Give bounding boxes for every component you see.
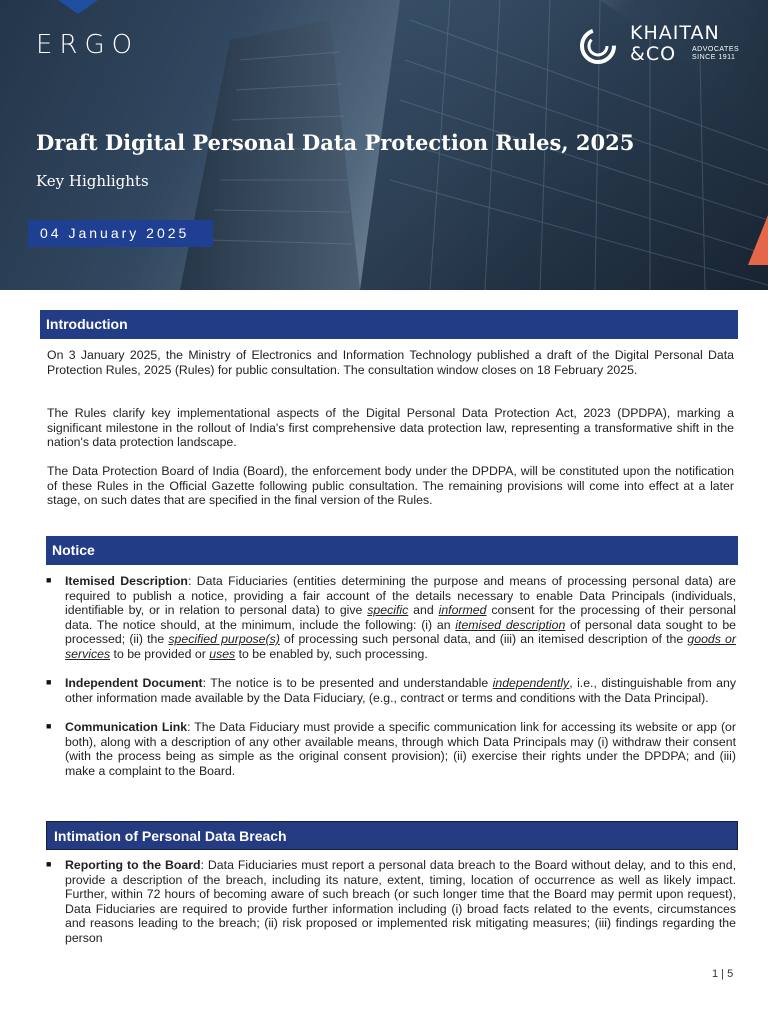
emphasis-text: specific [367, 603, 409, 617]
date-badge: 04 January 2025 [28, 220, 213, 247]
item-text: of personal data sought to be processed; (ii) the [65, 617, 736, 646]
firm-tagline-1: ADVOCATES [692, 46, 740, 53]
list-item [46, 574, 736, 661]
emphasis-text: specified purpose(s) [168, 632, 280, 646]
hero-banner [0, 0, 768, 290]
item-text: : Data Fiduciaries must report a personal data breach to the Board without delay, and to this end, provide a description of the breach, including its nature, extent, timing, location of occurrence as well as likely impact. Further, within 72 hours of becoming aware of such breach (or such longer time that the Board may permit upon request), Data Fiduciaries are required to provide further information including (i) broad facts related to the events, circumstances and reasons leading to the breach; (ii) risk proposed or implemented risk mitigating measures; (iii) findings regarding the person [65, 858, 736, 945]
page-number: 1 | 5 [712, 968, 734, 980]
item-term: Itemised Description [65, 574, 188, 588]
emphasis-text: independently [492, 676, 570, 690]
item-text: consent for the processing of their personal data. The notice should, at the minimum, include the following: (i) an [65, 603, 736, 632]
section-heading-breach: Intimation of Personal Data Breach [46, 821, 738, 850]
khaitan-ring-icon [578, 26, 618, 66]
page-title: Draft Digital Personal Data Protection Rules, 2025 [36, 130, 635, 155]
khaitan-logo [578, 24, 758, 70]
firm-name: KHAITAN [630, 22, 720, 44]
list-item [46, 676, 736, 705]
square-bullet-icon: ■ [46, 859, 52, 869]
emphasis-text: informed [438, 603, 487, 617]
intro-paragraph-2: The Rules clarify key implementational aspects of the Digital Personal Data Protection Act, 2023 (DPDPA), marking a significant milestone in the rollout of India's first comprehensive data protection law, representing a transformative shift in the nation's data protection landscape. [47, 406, 734, 449]
square-bullet-icon: ■ [46, 721, 52, 731]
list-item [46, 858, 736, 945]
list-item [46, 720, 736, 778]
emphasis-text: itemised description [455, 617, 566, 632]
item-text: : Data Fiduciaries (entities determining the purpose and means of processing personal data) are required to publish a notice, providing a fair account of the details necessary to enable Data Principals (individuals, identifiable by, or in relation to personal data) to give [65, 574, 737, 617]
emphasis-text: uses [209, 646, 236, 661]
square-bullet-icon: ■ [46, 677, 52, 687]
firm-amp: &CO [630, 43, 677, 65]
ergo-logo: ERGO [36, 30, 140, 60]
section-heading-introduction: Introduction [40, 310, 738, 339]
item-text: : The Data Fiduciary must provide a specific communication link for accessing its website or app (or both), along with a description of any other available means, through which Data Principals may (i) withdraw their consent (with the process being as simple as the original consent provision); (ii) exercise their rights under the DPDPA; and (iii) make a complaint to the Board. [65, 720, 736, 778]
item-text: to be provided or [110, 646, 210, 661]
firm-tagline-2: SINCE 1911 [692, 54, 736, 61]
item-term: Reporting to the Board [65, 858, 201, 872]
intro-paragraph-1: On 3 January 2025, the Ministry of Electronics and Information Technology published a draft of the Digital Personal Data Protection Rules, 2025 (Rules) for public consultation. The consultation window closes on 18 February 2025. [47, 348, 734, 377]
section-heading-notice: Notice [46, 536, 738, 565]
item-text: to be enabled by, such processing. [235, 646, 428, 661]
breach-list [46, 858, 736, 960]
item-text: : The notice is to be presented and understandable [202, 676, 493, 690]
emphasis-text: goods or services [65, 632, 736, 661]
item-term: Independent Document [65, 676, 203, 690]
firm-tagline [692, 46, 739, 62]
square-bullet-icon: ■ [46, 575, 52, 585]
page-subtitle: Key Highlights [36, 172, 149, 190]
intro-paragraph-3: The Data Protection Board of India (Board), the enforcement body under the DPDPA, will be constituted upon the notification of these Rules in the Official Gazette following public consultation. The remaining provisions will come into effect at a later stage, on such dates that are specified in the final version of the Rules. [47, 464, 734, 507]
notice-list [46, 574, 736, 793]
item-text: of processing such personal data, and (iii) an itemised description of the [279, 632, 688, 646]
item-text: and [408, 603, 439, 617]
item-term: Communication Link [65, 720, 188, 734]
item-text: , i.e., distinguishable from any other information made available by the Data Fiduciary, (e.g., contract or terms and conditions with the Data Principal). [65, 676, 736, 705]
